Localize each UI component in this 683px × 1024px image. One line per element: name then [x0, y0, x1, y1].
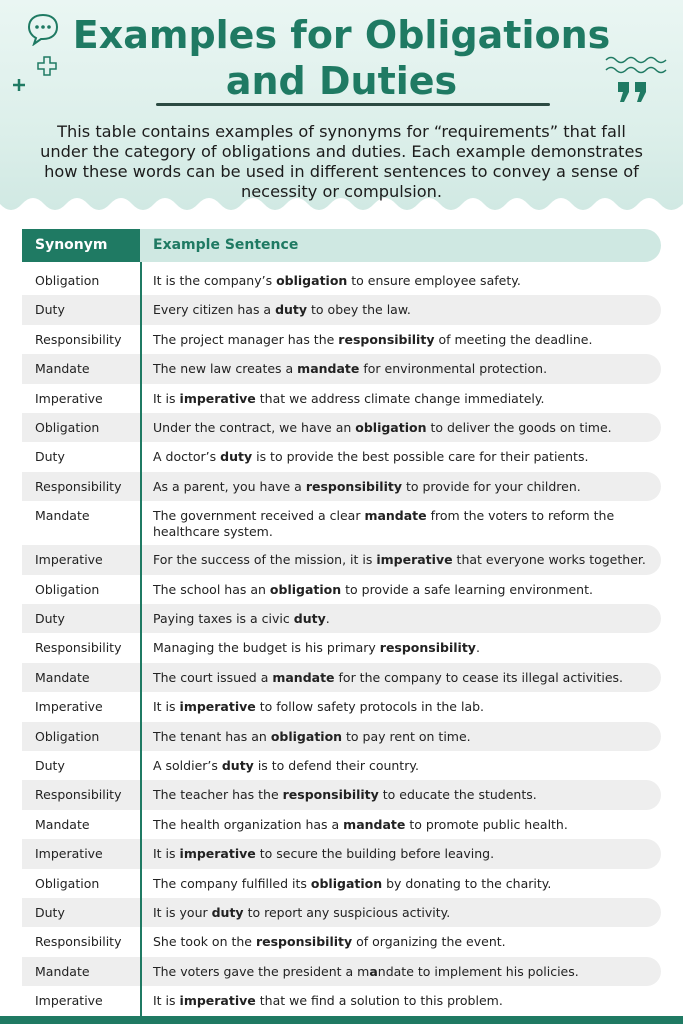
sentence-text: from the voters to reform the healthcare system.: [153, 508, 615, 540]
sentence-text: Every citizen has a: [153, 302, 276, 318]
sentence-text: by donating to the charity.: [382, 875, 552, 891]
keyword-highlight: duty: [293, 611, 326, 626]
synonym-cell: Mandate: [35, 816, 90, 832]
sentence-text: to educate the students.: [378, 787, 537, 803]
sentence-text: to report any suspicious activity.: [243, 905, 451, 920]
header-synonym: Synonym: [22, 229, 140, 262]
keyword-highlight: responsibility: [255, 934, 353, 950]
column-divider: [140, 262, 142, 1016]
example-sentence-cell: [153, 611, 653, 627]
sentence-text: A doctor’s: [153, 449, 221, 465]
table-row: [22, 898, 661, 927]
example-sentence-cell: [153, 876, 653, 892]
sentence-text: to follow safety protocols in the lab.: [255, 699, 485, 715]
sentence-text: to ensure employee safety.: [347, 273, 521, 288]
synonym-cell: Mandate: [35, 669, 90, 685]
keyword-highlight: duty: [221, 758, 254, 773]
example-sentence-cell: [153, 552, 653, 568]
keyword-highlight: mandate: [343, 816, 406, 832]
keyword-highlight: duty: [211, 905, 244, 920]
sentence-text: that everyone works together.: [452, 552, 646, 568]
intro-paragraph: This table contains examples of synonyms for “requirements” that fall under the category of obligations and duties. Each example demonstrates how these words can be used in different sentences to convey a sense of necessity or compulsion.: [40, 122, 643, 201]
sentence-text: The company fulfilled its: [153, 875, 311, 891]
table-row: [22, 780, 661, 809]
synonym-cell: Duty: [35, 905, 65, 920]
table-row: [22, 663, 661, 692]
keyword-highlight: mandate: [297, 361, 360, 377]
sentence-text: For the success of the mission, it is: [153, 552, 377, 568]
synonym-cell: Duty: [35, 302, 65, 318]
sentence-text: As a parent, you have a: [153, 478, 306, 494]
keyword-highlight: imperative: [179, 390, 256, 406]
table-row: [22, 722, 661, 751]
table-row: [22, 266, 661, 295]
example-sentence-cell: [153, 420, 653, 436]
synonym-cell: Imperative: [35, 699, 103, 715]
sentence-text: The school has an: [153, 581, 270, 597]
sentence-text: to promote public health.: [405, 816, 568, 832]
keyword-highlight: imperative: [179, 993, 256, 1009]
keyword-highlight: obligation: [276, 273, 348, 288]
synonym-cell: Imperative: [35, 552, 103, 568]
synonym-cell: Duty: [35, 611, 65, 626]
sentence-text: The voters gave the president a m: [153, 963, 370, 979]
table-row: [22, 325, 661, 354]
synonym-cell: Responsibility: [35, 478, 122, 494]
keyword-highlight: responsibility: [282, 787, 379, 803]
example-sentence-cell: [153, 846, 653, 862]
keyword-highlight: responsibility: [338, 331, 435, 347]
table-header: [22, 229, 661, 262]
sentence-text: to pay rent on time.: [342, 728, 471, 744]
synonym-cell: Duty: [35, 449, 65, 465]
sentence-text: to secure the building before leaving.: [255, 846, 495, 862]
sentence-text: for environmental protection.: [359, 361, 548, 377]
synonym-cell: Responsibility: [35, 787, 122, 803]
synonym-cell: Imperative: [35, 993, 103, 1009]
synonym-cell: Obligation: [35, 420, 100, 435]
table-row: [22, 501, 661, 545]
synonym-cell: Obligation: [35, 875, 100, 891]
example-sentence-cell: [153, 817, 653, 833]
keyword-highlight: obligation: [269, 581, 342, 597]
table-row: [22, 633, 661, 662]
sentence-text: to provide for your children.: [401, 478, 581, 494]
table-row: [22, 957, 661, 986]
sentence-text: The teacher has the: [153, 787, 283, 803]
table-row: [22, 869, 661, 898]
example-sentence-cell: [153, 640, 653, 656]
sentence-text: Under the contract, we have an: [153, 420, 356, 435]
synonym-cell: Obligation: [35, 728, 100, 744]
synonym-cell: Mandate: [35, 361, 90, 377]
table-row: [22, 442, 661, 471]
sentence-text: .: [325, 611, 330, 626]
table-row: [22, 295, 661, 324]
header-example-sentence: Example Sentence: [153, 237, 299, 253]
example-sentence-cell: [153, 758, 653, 774]
table-row: [22, 413, 661, 442]
keyword-highlight: imperative: [179, 846, 256, 862]
example-sentence-cell: [153, 302, 653, 318]
keyword-highlight: obligation: [270, 728, 343, 744]
table-row: [22, 986, 661, 1015]
sentence-text: for the company to cease its illegal activities.: [334, 669, 624, 685]
synonym-cell: Imperative: [35, 390, 103, 406]
sentence-text: Paying taxes is a civic: [153, 611, 294, 626]
sentence-text: .: [475, 640, 480, 656]
sentence-text: The project manager has the: [153, 331, 339, 347]
example-sentence-cell: [153, 361, 653, 377]
example-sentence-cell: [153, 670, 653, 686]
synonym-cell: Obligation: [35, 581, 100, 597]
sentence-text: to provide a safe learning environment.: [341, 581, 593, 597]
keyword-highlight: imperative: [376, 552, 453, 568]
keyword-highlight: duty: [275, 302, 308, 318]
page-title: [0, 12, 683, 104]
sentence-text: It is: [153, 699, 180, 715]
synonym-cell: Mandate: [35, 963, 90, 979]
keyword-highlight: obligation: [355, 420, 427, 435]
sentence-text: A soldier’s: [153, 758, 222, 773]
table-row: [22, 384, 661, 413]
table-row: [22, 751, 661, 780]
example-sentence-cell: [153, 332, 653, 348]
sentence-text: She took on the: [153, 934, 256, 950]
table-row: [22, 839, 661, 868]
table-row: [22, 545, 661, 574]
example-sentence-cell: [153, 449, 653, 465]
example-sentence-cell: [153, 273, 653, 289]
sentence-text: to obey the law.: [307, 302, 411, 318]
synonym-cell: Duty: [35, 758, 65, 773]
sentence-text: It is your: [153, 905, 212, 920]
sentence-text: to deliver the goods on time.: [426, 420, 612, 435]
keyword-highlight: responsibility: [305, 478, 402, 494]
sentence-text: ndate to implement his policies.: [377, 963, 579, 979]
synonym-cell: Imperative: [35, 846, 103, 862]
table-row: [22, 604, 661, 633]
table-row: [22, 354, 661, 383]
keyword-highlight: duty: [220, 449, 253, 465]
keyword-highlight: obligation: [310, 875, 383, 891]
example-sentence-cell: [153, 582, 653, 598]
sentence-text: is to defend their country.: [253, 758, 419, 773]
example-sentence-cell: [153, 699, 653, 715]
sentence-text: of organizing the event.: [352, 934, 506, 950]
example-sentence-cell: [153, 391, 653, 407]
example-sentence-cell: [153, 787, 653, 803]
keyword-highlight: mandate: [364, 508, 427, 524]
sentence-text: It is the company’s: [153, 273, 277, 288]
sentence-text: It is: [153, 390, 180, 406]
keyword-highlight: imperative: [179, 699, 256, 715]
synonym-cell: Responsibility: [35, 331, 122, 347]
sentence-text: that we find a solution to this problem.: [255, 993, 503, 1009]
table-row: [22, 810, 661, 839]
keyword-highlight: mandate: [272, 669, 335, 685]
title-line-1: Examples for Obligations: [72, 13, 611, 57]
table-row: [22, 472, 661, 501]
sentence-text: The tenant has an: [153, 728, 271, 744]
synonym-cell: Responsibility: [35, 934, 122, 950]
sentence-text: The court issued a: [153, 669, 273, 685]
title-line-2: and Duties: [225, 59, 458, 103]
example-sentence-cell: [153, 934, 653, 950]
sentence-text: The new law creates a: [153, 361, 298, 377]
table-row: [22, 575, 661, 604]
table-row: [22, 927, 661, 956]
example-sentence-cell: [153, 729, 653, 745]
sentence-text: It is: [153, 846, 180, 862]
example-sentence-cell: [153, 479, 653, 495]
title-underline: [156, 103, 550, 106]
sentence-text: that we address climate change immediately.: [255, 390, 545, 406]
sentence-text: of meeting the deadline.: [434, 331, 593, 347]
example-sentence-cell: [153, 905, 653, 921]
sentence-text: The health organization has a: [153, 816, 344, 832]
sentence-text: It is: [153, 993, 180, 1009]
footer-bar: [0, 1016, 683, 1024]
sentence-text: Managing the budget is his primary: [153, 640, 380, 656]
example-sentence-cell: [153, 993, 653, 1009]
synonym-cell: Mandate: [35, 508, 90, 524]
example-sentence-cell: [153, 964, 653, 980]
synonym-cell: Responsibility: [35, 640, 122, 656]
synonym-cell: Obligation: [35, 273, 100, 288]
example-sentence-cell: [153, 508, 653, 540]
keyword-highlight: a: [369, 963, 378, 979]
sentence-text: The government received a clear: [153, 508, 365, 524]
keyword-highlight: responsibility: [379, 640, 476, 656]
synonym-table: [22, 229, 661, 1009]
sentence-text: is to provide the best possible care for their patients.: [252, 449, 589, 465]
table-row: [22, 692, 661, 721]
